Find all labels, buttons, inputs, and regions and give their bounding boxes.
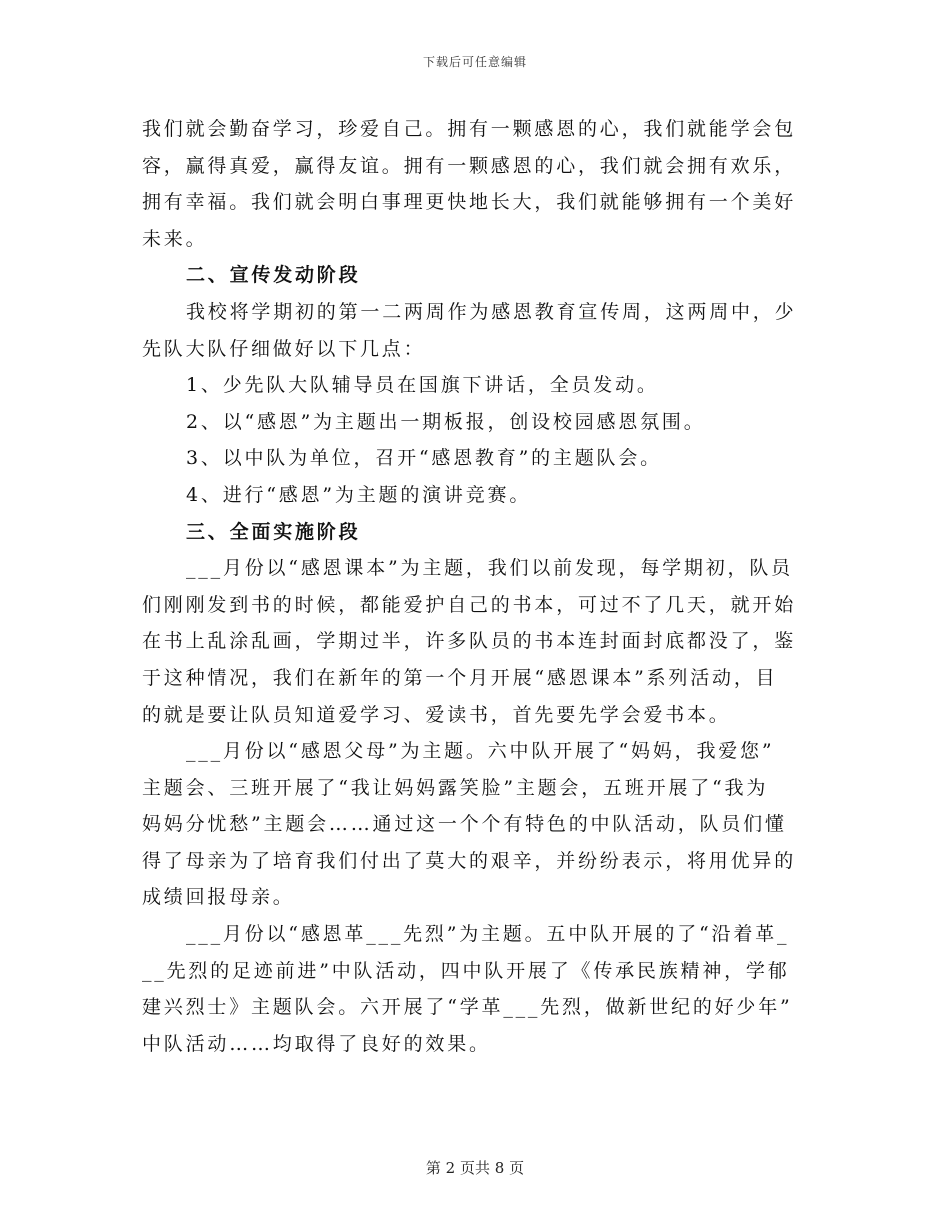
paragraph-line: 的就是要让队员知道爱学习、爱读书，首先要先学会爱书本。 xyxy=(142,703,731,726)
paragraph-line: 容，赢得真爱，赢得友谊。拥有一颗感恩的心，我们就会拥有欢乐， xyxy=(142,154,797,177)
document-body xyxy=(142,111,802,1062)
paragraph-line: 建兴烈士》主题队会。六开展了“学革___先烈，做新世纪的好少年” xyxy=(142,996,793,1019)
paragraph-line: 我校将学期初的第一二两周作为感恩教育宣传周，这两周中，少 xyxy=(186,300,797,323)
paragraph-line: 于这种情况，我们在新年的第一个月开展“感恩课本”系列活动，目 xyxy=(142,666,778,689)
list-item: 1、少先队大队辅导员在国旗下讲话，全员发动。 xyxy=(186,374,659,397)
paragraph-line: ___月份以“感恩革___先烈”为主题。五中队开展的了“沿着革_ xyxy=(186,923,790,946)
paragraph-line: 先队大队仔细做好以下几点： xyxy=(142,337,426,360)
paragraph-line: __先烈的足迹前进”中队活动，四中队开展了《传承民族精神，学郁 xyxy=(142,959,790,982)
paragraph-line: 得了母亲为了培育我们付出了莫大的艰辛，并纷纷表示，将用优异的 xyxy=(142,849,797,872)
list-item: 3、以中队为单位，召开“感恩教育”的主题队会。 xyxy=(186,447,662,470)
section-heading: 三、全面实施阶段 xyxy=(186,520,361,543)
page-number: 第 2 页共 8 页 xyxy=(425,1159,525,1177)
paragraph-line: 主题会、三班开展了“我让妈妈露笑脸”主题会，五班开展了“我为 xyxy=(142,776,769,799)
list-item: 2、以“感恩”为主题出一期板报，创设校园感恩氛围。 xyxy=(186,410,706,433)
paragraph-line: 妈妈分忧愁”主题会……通过这一个个有特色的中队活动，队员们懂 xyxy=(142,813,787,836)
paragraph-line: 我们就会勤奋学习，珍爱自己。拥有一颗感恩的心，我们就能学会包 xyxy=(142,118,797,140)
paragraph-line: 中队活动……均取得了良好的效果。 xyxy=(142,1032,491,1055)
section-heading: 二、宣传发动阶段 xyxy=(186,264,361,287)
paragraph-line: 拥有幸福。我们就会明白事理更快地长大，我们就能够拥有一个美好 xyxy=(142,191,797,214)
paragraph-line: 未来。 xyxy=(142,227,208,250)
list-item: 4、进行“感恩”为主题的演讲竞赛。 xyxy=(186,483,532,506)
paragraph-line: 们刚刚发到书的时候，都能爱护自己的书本，可过不了几天，就开始 xyxy=(142,593,797,616)
paragraph-line: ___月份以“感恩课本”为主题，我们以前发现，每学期初，队员 xyxy=(186,557,793,580)
paragraph-line: ___月份以“感恩父母”为主题。六中队开展了“妈妈，我爱您” xyxy=(186,740,775,763)
page-header: 下载后可任意编辑 xyxy=(422,55,527,69)
paragraph-line: 在书上乱涂乱画，学期过半，许多队员的书本连封面封底都没了，鉴 xyxy=(142,630,797,653)
paragraph-line: 成绩回报母亲。 xyxy=(142,886,295,909)
